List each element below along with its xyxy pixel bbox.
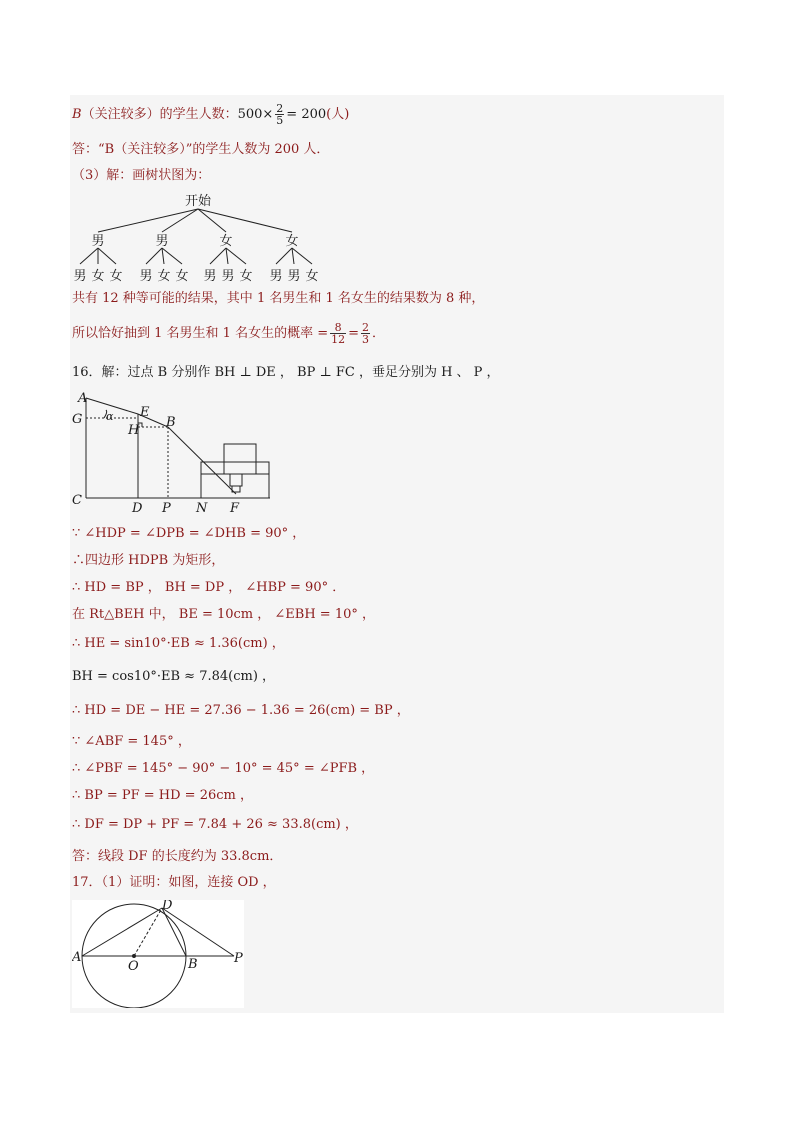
line-pbf: ∴ ∠PBF = 145° − 90° − 10° = 45° = ∠PFB ， — [72, 761, 375, 776]
tree-l2: 女 — [157, 269, 171, 284]
tree-l2: 男 — [73, 269, 87, 284]
unit-person: (人) — [326, 107, 350, 122]
tree-l2: 男 — [269, 269, 283, 284]
line-angles: ∵ ∠HDP = ∠DPB = ∠DHB = 90° ， — [72, 526, 306, 541]
label-F: F — [230, 501, 240, 515]
line-answer-df: 答：线段 DF 的长度约为 33.8cm． — [72, 849, 283, 864]
tree-l2: 男 — [287, 269, 301, 284]
line-bp: ∴ BP = PF = HD = 26cm ， — [72, 788, 253, 803]
expr-500: 500× — [237, 107, 274, 122]
label-A: A — [72, 950, 82, 965]
text-probability: 所以恰好抽到 1 名男生和 1 名女生的概率 = — [72, 326, 329, 341]
tree-l1: 男 — [155, 234, 169, 249]
line-df: ∴ DF = DP + PF = 7.84 + 26 ≈ 33.8(cm) ， — [72, 817, 358, 832]
tree-l1: 男 — [91, 234, 105, 249]
line-rectangle: ∴四边形 HDPB 为矩形， — [72, 553, 225, 568]
label-G: G — [72, 412, 83, 427]
line-q16: 16．解：过点 B 分别作 BH ⊥ DE ， BP ⊥ FC ，垂足分别为 H 、 P ， — [72, 365, 500, 380]
label-B: B — [188, 957, 198, 972]
tree-l2: 女 — [91, 269, 105, 284]
expr-result: = 200 — [286, 107, 327, 122]
tree-l2: 女 — [109, 269, 123, 284]
label-D: D — [162, 900, 173, 913]
fraction-8-12: $\frac{8}{12}$ — [331, 321, 346, 346]
tree-l2: 男 — [139, 269, 153, 284]
label-P: P — [234, 951, 243, 966]
tree-l1: 女 — [285, 234, 299, 249]
tree-l2: 男 — [221, 269, 235, 284]
line-b-count — [72, 103, 349, 126]
label-H: H — [128, 423, 140, 438]
text-b-desc: （关注较多）的学生人数： — [81, 107, 238, 122]
figure-16-diagram — [70, 390, 280, 515]
label-E: E — [140, 405, 150, 420]
label-C: C — [72, 493, 82, 508]
tree-l2: 女 — [239, 269, 253, 284]
label-b: B — [72, 107, 82, 122]
equals-sign: = — [348, 326, 360, 341]
label-D: D — [132, 501, 143, 515]
label-A: A — [78, 391, 88, 406]
label-N: N — [196, 501, 208, 515]
fraction-2-3: $\frac{2}{3}$ — [362, 321, 370, 346]
tree-l1: 女 — [219, 234, 233, 249]
line-he: ∴ HE = sin10°·EB ≈ 1.36(cm) ， — [72, 636, 285, 651]
label-O: O — [128, 959, 139, 974]
tree-l2: 男 — [203, 269, 217, 284]
tree-root: 开始 — [184, 194, 212, 209]
tree-l2: 女 — [175, 269, 189, 284]
line-equal-sides: ∴ HD = BP ， BH = DP ， ∠HBP = 90° ． — [72, 580, 346, 595]
line-part3: （3）解：画树状图为： — [72, 168, 211, 183]
line-probability — [72, 322, 385, 345]
line-rt-triangle: 在 Rt△BEH 中， BE = 10cm ， ∠EBH = 10° ， — [72, 607, 376, 622]
label-P: P — [162, 501, 171, 515]
line-bh: BH = cos10°·EB ≈ 7.84(cm) ， — [72, 669, 276, 684]
figure-17-diagram — [72, 900, 252, 1008]
line-q17: 17．（1）证明：如图，连接 OD ， — [72, 875, 276, 890]
tree-diagram — [70, 190, 330, 286]
line-answer-b: 答：“B（关注较多）”的学生人数为 200 人． — [72, 142, 330, 157]
period: ． — [372, 326, 386, 341]
label-alpha: α — [106, 410, 114, 423]
fraction-2-5: $\frac{2}{5}$ — [276, 102, 284, 127]
line-total-results: 共有 12 种等可能的结果，其中 1 名男生和 1 名女生的结果数为 8 种， — [72, 291, 485, 306]
label-B: B — [166, 415, 176, 430]
line-abf: ∵ ∠ABF = 145° ， — [72, 734, 191, 749]
line-hd: ∴ HD = DE − HE = 27.36 − 1.36 = 26(cm) = BP ， — [72, 703, 410, 718]
tree-l2: 女 — [305, 269, 319, 284]
